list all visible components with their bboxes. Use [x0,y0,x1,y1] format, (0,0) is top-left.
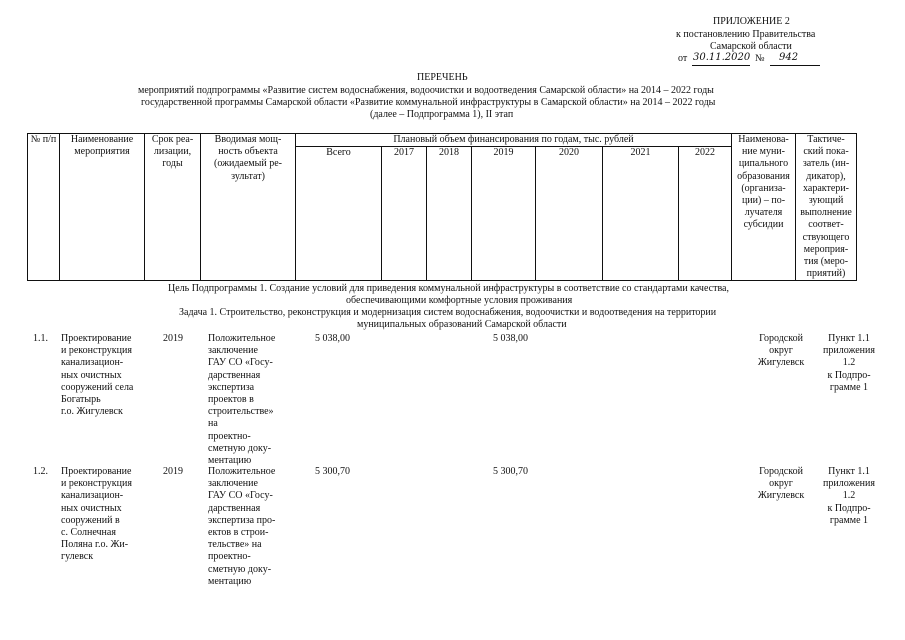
row-total: 5 300,70 [315,466,350,477]
appendix-region-line: Самарской области [710,41,792,52]
row-capacity: Положительное заключение ГАУ СО «Госу- дарственная экспертиза про- ектов в строи- тельстве» на проектно- сметную доку- ментацию [208,466,276,587]
header-2020: 2020 [536,147,603,281]
row-total: 5 038,00 [315,333,350,344]
row-indicator: Пункт 1.1 приложения 1.2 к Подпро- грамме 1 [823,466,875,526]
doc-title-line-2: государственной программы Самарской области «Развитие коммунальной инфраструктуры в Самарской области» на 2014 – 2022 годы [141,97,716,108]
row-2019: 5 038,00 [493,333,528,344]
header-municipality: Наименова- ние муни- ципального образования (организа- ции) – по- лучателя субсидии [732,134,796,281]
doc-title-line-3: (далее – Подпрограмма 1), II этап [370,109,514,120]
header-2022: 2022 [679,147,732,281]
header-funding: Плановый объем финансирования по годам, тыс. рублей [296,134,732,147]
task-line-1: Задача 1. Строительство, реконструкция и модернизация систем водоснабжения, водоочистки и водоотведения на территории [179,307,717,318]
goal-line-2: обеспечивающими комфортные условия проживания [346,295,573,306]
row-capacity: Положительное заключение ГАУ СО «Госу- дарственная экспертиза проектов в строительстве» на проектно- сметную доку- ментацию [208,333,276,467]
row-municipality: Городской округ Жигулевск [757,466,805,502]
date-underline [692,65,750,66]
row-2019: 5 300,70 [493,466,528,477]
header-2018: 2018 [427,147,472,281]
row-year: 2019 [163,333,183,344]
row-name: Проектирование и реконструкция канализацион- ных очистных сооружений в с. Солнечная Поляна г.о. Жи- гулевск [61,466,132,563]
row-year: 2019 [163,466,183,477]
header-indicator: Тактиче- ский пока- затель (ин- дикатор), характери- зующий выполнение соответ- ствующего мероприя- тия (меро- приятий) [796,134,857,281]
header-total: Всего [296,147,382,281]
row-number: 1.2. [33,466,48,477]
header-2019: 2019 [472,147,536,281]
row-name: Проектирование и реконструкция канализацион- ных очистных сооружений села Богатырь г.о. Жигулевск [61,333,134,418]
header-2017: 2017 [382,147,427,281]
row-number: 1.1. [33,333,48,344]
appendix-date: 30.11.2020 [693,52,751,63]
row-indicator: Пункт 1.1 приложения 1.2 к Подпро- грамме 1 [823,333,875,393]
appendix-title: ПРИЛОЖЕНИЕ 2 [713,16,790,27]
number-underline [770,65,820,66]
header-name: Наименование мероприятия [60,134,145,281]
goal-line-1: Цель Подпрограммы 1. Создание условий для приведения коммунальной инфраструктуры в соответствие со стандартами качества, [168,283,729,294]
row-municipality: Городской округ Жигулевск [757,333,805,369]
doc-title-line-1: мероприятий подпрограммы «Развитие систем водоснабжения, водоочистки и водоотведения Самарской области» на 2014 – 2022 годы [138,85,714,96]
doc-heading: ПЕРЕЧЕНЬ [417,72,468,83]
funding-table-header [27,133,857,281]
appendix-from-label: от [678,53,688,64]
appendix-number-label: № [755,53,765,64]
task-line-2: муниципальных образований Самарской области [357,319,567,330]
appendix-decree-line: к постановлению Правительства [676,29,816,40]
header-2021: 2021 [603,147,679,281]
header-period: Срок реа- лизации, годы [145,134,201,281]
header-capacity: Вводимая мощ- ность объекта (ожидаемый ре- зультат) [201,134,296,281]
appendix-number: 942 [779,52,799,63]
header-num: № п/п [28,134,60,281]
